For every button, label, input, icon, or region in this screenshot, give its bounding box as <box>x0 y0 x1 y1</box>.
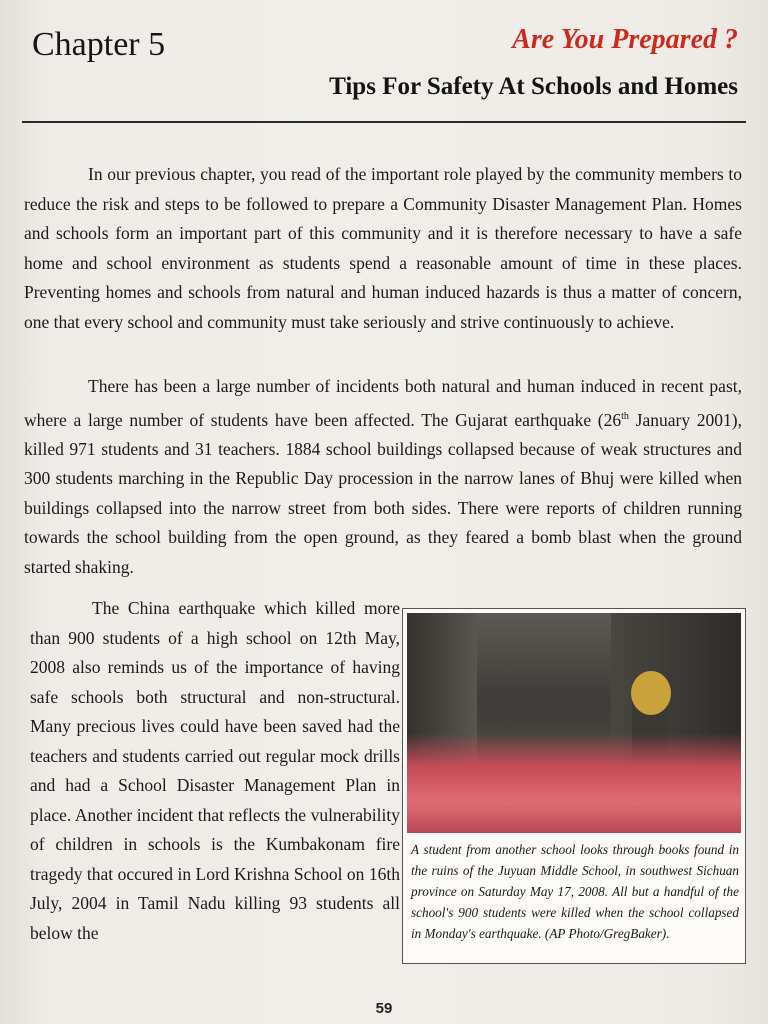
photo-figure <box>402 608 746 964</box>
paragraph-incidents <box>24 372 742 582</box>
ordinal-superscript: th <box>621 410 629 422</box>
earthquake-ruins-photo <box>407 613 741 833</box>
chapter-label: Chapter 5 <box>32 26 166 63</box>
chapter-title: Tips For Safety At Schools and Homes <box>329 73 738 100</box>
page-number: 59 <box>375 1000 393 1017</box>
paragraph-intro: In our previous chapter, you read of the important role played by the community members to reduce the risk and steps to be followed to prepare a Community Disaster Management Plan. Homes and schools form an important part of this community and it is therefore necessary to have a safe home and school environment as students spend a reasonable amount of time in these places. Preventing homes and schools from natural and human induced hazards is thus a matter of concern, one that every school and community must take seriously and strive continuously to achieve. <box>24 164 742 332</box>
chapter-tagline: Are You Prepared ? <box>512 24 738 55</box>
photo-rubble <box>407 733 741 833</box>
paragraph-incidents-text-b: January 2001), killed 971 students and 31 teachers. 1884 school buildings collapsed because of weak structures and 300 students marching in the Republic Day procession in the narrow lanes of Bhuj were killed when buildings collapsed into the narrow street from both sides. There were reports of children running towards the school building from the open ground, as they feared a bomb blast when the ground started shaking. <box>24 409 742 577</box>
paragraph-incidents-text-a: There has been a large number of incidents both natural and human induced in recent past, where a large number of students have been affected. The Gujarat earthquake (26 <box>24 376 742 430</box>
header-rule <box>22 121 746 123</box>
photo-caption: A student from another school looks through books found in the ruins of the Juyuan Middle School, in southwest Sichuan province on Saturday May 17, 2008. All but a handful of the school's 900 students were killed when the school collapsed in Monday's earthquake. (AP Photo/GregBaker). <box>411 842 739 941</box>
paragraph-china-earthquake: The China earthquake which killed more than 900 students of a high school on 12th May, 2008 also reminds us of the importance of having safe schools both structural and non-structural. Many precious lives could have been saved had the teachers and students carried out regular mock drills and had a School Disaster Management Plan in place. Another incident that reflects the vulnerability of children in schools is the Kumbakonam fire tragedy that occured in Lord Krishna School on 16th July, 2004 in Tamil Nadu killing 93 students all below the <box>30 598 400 943</box>
photo-student-hat <box>631 671 671 715</box>
